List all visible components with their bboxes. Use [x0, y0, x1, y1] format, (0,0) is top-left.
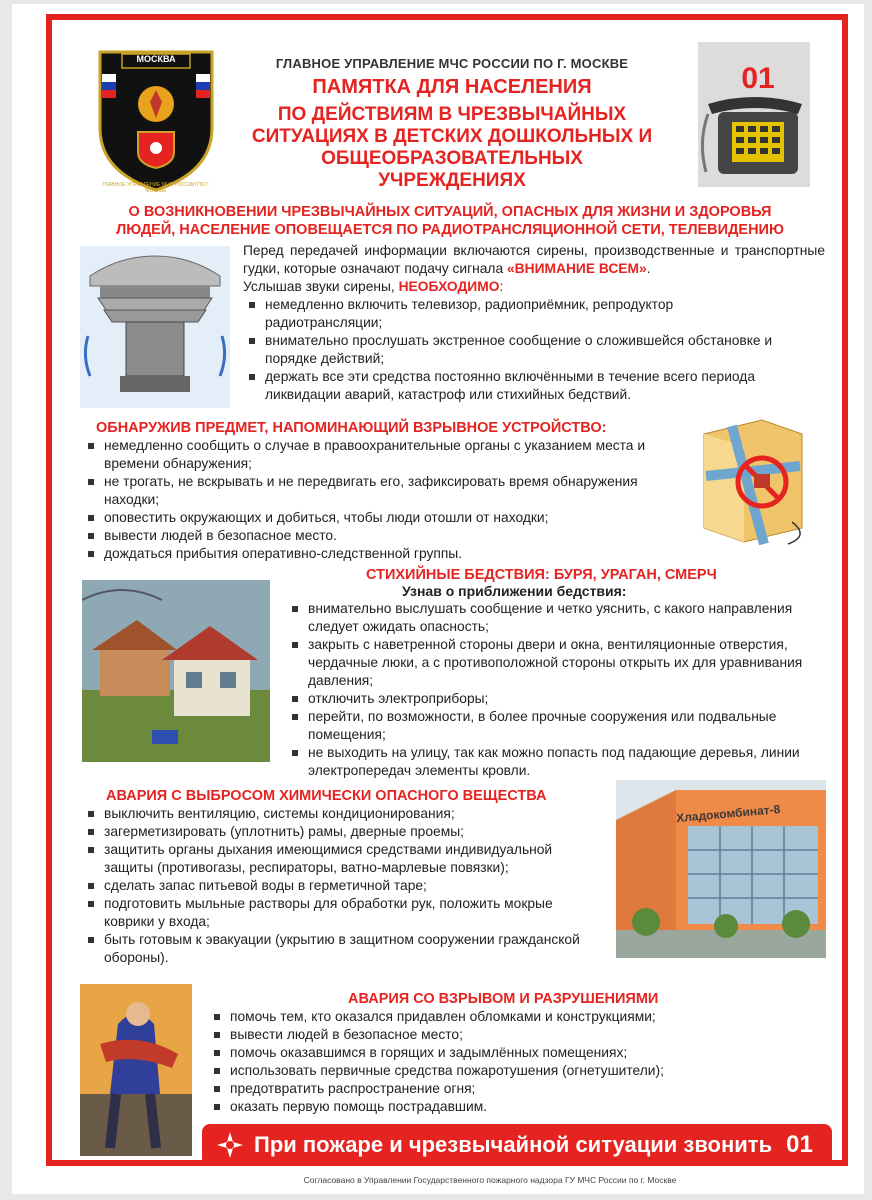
page-title: ПАМЯТКА ДЛЯ НАСЕЛЕНИЯ	[312, 76, 592, 98]
mchs-emblem-icon	[92, 44, 220, 194]
siren-hear-suffix: :	[499, 279, 504, 294]
storm-list	[286, 600, 830, 780]
list-item: быть готовым к эвакуации (укрытию в защитном сооружении гражданской обороны).	[82, 931, 602, 967]
siren-icon	[80, 246, 230, 408]
list-item: не трогать, не вскрывать и не передвигать его, зафиксировать время обнаружения находки;	[82, 473, 668, 509]
list-item: вывести людей в безопасное место;	[208, 1026, 808, 1044]
ministry-name: ГЛАВНОЕ УПРАВЛЕНИЕ МЧС РОССИИ ПО Г. МОСКВЕ	[275, 56, 629, 71]
list-item: предотвратить распространение огня;	[208, 1080, 808, 1098]
blast-list	[208, 1008, 808, 1116]
page-subtitle-line-1: ПО ДЕЙСТВИЯМ В ЧРЕЗВЫЧАЙНЫХ	[277, 104, 627, 125]
explosive-title: ОБНАРУЖИВ ПРЕДМЕТ, НАПОМИНАЮЩИЙ ВЗРЫВНОЕ УСТРОЙСТВО:	[96, 420, 607, 436]
approval-credit: Согласовано в Управлении Государственного пожарного надзора ГУ МЧС России по г. Москве	[303, 1175, 677, 1185]
phone-badge-number: 01	[741, 62, 775, 95]
list-item: немедленно включить телевизор, радиоприёмник, репродуктор радиотрансляции;	[243, 296, 783, 332]
list-item: вывести людей в безопасное место.	[82, 527, 668, 545]
page-subtitle-line-3: ОБЩЕОБРАЗОВАТЕЛЬНЫХ	[321, 148, 583, 169]
siren-hear-prefix: Услышав звуки сирены,	[243, 279, 399, 294]
emergency-call-text: При пожаре и чрезвычайной ситуации звонить	[254, 1132, 773, 1157]
building-sign: Хладокомбинат-8	[675, 802, 781, 826]
siren-intro	[243, 242, 825, 278]
siren-title-line-2: ЛЮДЕЙ, НАСЕЛЕНИЕ ОПОВЕЩАЕТСЯ ПО РАДИОТРАНСЛЯЦИОННОЙ СЕТИ, ТЕЛЕВИДЕНИЮ	[116, 222, 784, 238]
page-subtitle-line-4: УЧРЕЖДЕНИЯХ	[378, 170, 526, 191]
siren-title-line-1: О ВОЗНИКНОВЕНИИ ЧРЕЗВЫЧАЙНЫХ СИТУАЦИЙ, ОПАСНЫХ ДЛЯ ЖИЗНИ И ЗДОРОВЬЯ	[128, 204, 772, 220]
storm-illustration-icon	[82, 580, 270, 762]
rescue-illustration-icon	[80, 984, 192, 1156]
list-item: немедленно сообщить о случае в правоохранительные органы с указанием места и времени обнаружения;	[82, 437, 668, 473]
emergency-star-icon	[216, 1131, 244, 1159]
list-item: внимательно выслушать сообщение и четко уяснить, с какого направления следует ожидать опасность;	[286, 600, 830, 636]
storm-title: СТИХИЙНЫЕ БЕДСТВИЯ: БУРЯ, УРАГАН, СМЕРЧ	[366, 567, 717, 583]
list-item: перейти, по возможности, в более прочные сооружения или подвальные помещения;	[286, 708, 830, 744]
list-item: держать все эти средства постоянно включёнными в течение всего периода ликвидации аварий, катастроф или стихийных бедствий.	[243, 368, 783, 404]
suspicious-package-icon	[692, 412, 818, 550]
list-item: подготовить мыльные растворы для обработки рук, положить мокрые коврики у входа;	[82, 895, 602, 931]
list-item: оказать первую помощь пострадавшим.	[208, 1098, 808, 1116]
list-item: оповестить окружающих и добиться, чтобы люди отошли от находки;	[82, 509, 668, 527]
siren-list	[243, 296, 783, 404]
emblem-ring-label: ГЛАВНОЕ УПРАВЛЕНИЕ МЧС РОССИИ ПО Г. МОСКВЕ	[102, 182, 210, 194]
page-subtitle-line-2: СИТУАЦИЯХ В ДЕТСКИХ ДОШКОЛЬНЫХ И	[251, 126, 653, 147]
list-item: выключить вентиляцию, системы кондиционирования;	[82, 805, 602, 823]
attention-signal: «ВНИМАНИЕ ВСЕМ»	[507, 261, 647, 276]
emergency-call-banner	[202, 1124, 832, 1166]
storm-subtitle: Узнав о приближении бедствия:	[402, 583, 627, 599]
list-item: помочь тем, кто оказался придавлен обломками и конструкциями;	[208, 1008, 808, 1026]
chemical-list	[82, 805, 602, 967]
list-item: не выходить на улицу, так как можно попасть под падающие деревья, линии электропередач элементы кровли.	[286, 744, 830, 780]
emergency-call-number: 01	[786, 1131, 813, 1158]
list-item: дождаться прибытия оперативно-следственной группы.	[82, 545, 668, 563]
siren-intro-end: .	[646, 261, 651, 276]
emblem-top-label: МОСКВА	[136, 54, 176, 64]
chemical-title: АВАРИЯ С ВЫБРОСОМ ХИМИЧЕСКИ ОПАСНОГО ВЕЩЕСТВА	[106, 788, 547, 804]
list-item: использовать первичные средства пожаротушения (огнетушители);	[208, 1062, 808, 1080]
siren-intro-text: Перед передачей информации включаются сирены, производственные и транспортные гудки, которые означают подачу сигнала	[243, 243, 825, 276]
explosive-list	[82, 437, 668, 563]
list-item: отключить электроприборы;	[286, 690, 830, 708]
list-item: помочь оказавшимся в горящих и задымлённых помещениях;	[208, 1044, 808, 1062]
blast-title: АВАРИЯ СО ВЗРЫВОМ И РАЗРУШЕНИЯМИ	[348, 991, 659, 1007]
list-item: сделать запас питьевой воды в герметичной таре;	[82, 877, 602, 895]
list-item: загерметизировать (уплотнить) рамы, дверные проемы;	[82, 823, 602, 841]
siren-hear-line	[243, 278, 825, 296]
list-item: закрыть с наветренной стороны двери и окна, вентиляционные отверстия, чердачные люки, а с противоположной стороны открыть их для уравнивания давления;	[286, 636, 830, 690]
list-item: защитить органы дыхания имеющимися средствами индивидуальной защиты (противогазы, респираторы, ватно-марлевые повязки);	[82, 841, 602, 877]
list-item: внимательно прослушать экстренное сообщение о сложившейся обстановке и порядке действий;	[243, 332, 783, 368]
siren-required: НЕОБХОДИМО	[398, 279, 500, 294]
